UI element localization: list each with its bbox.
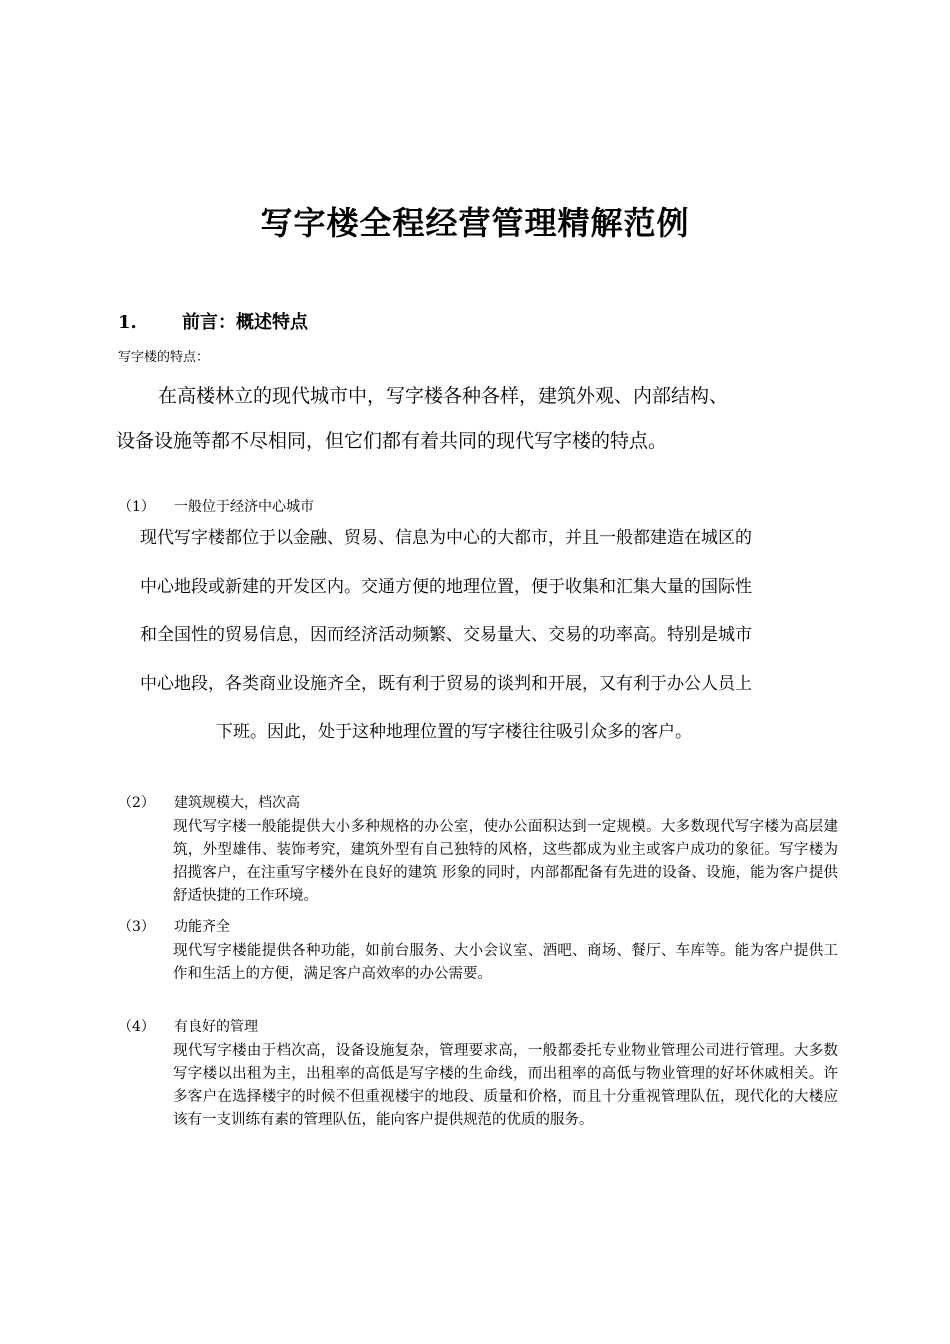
item-heading-4 [118,1016,258,1036]
item-title: 一般位于经济中心城市 [174,499,314,515]
item-heading-1 [118,496,314,516]
sub-label: 写字楼的特点： [118,350,210,365]
section-heading-text: 前言：概述特点 [182,312,308,333]
item-number: （2） [118,795,155,811]
item-number: （1） [118,499,155,515]
item-body-3 [173,940,838,986]
section-heading [118,308,308,334]
item-body-text: 现代写字楼由于档次高，设备设施复杂，管理要求高，一般都委托专业物业管理公司进行管理。大多数写字楼以出租为主，出租率的高低是写字楼的生命线，而出租率的高低与物业管理的好坏休戚相关。许多客户在选择楼宇的时候不但重视楼宇的地段、质量和价格，而且十分重视管理队伍，现代化的大楼应该有一支训练有素的管理队伍，能向客户提供规范的优质的服务。 [173,1043,838,1128]
item-body-line: 中心地段，各类商业设施齐全，既有利于贸易的谈判和开展，又有利于办公人员上 [140,673,752,694]
item-heading-3 [118,916,230,936]
item-number: （4） [118,1019,155,1035]
intro-line: 在高楼林立的现代城市中，写字楼各种各样，建筑外观、内部结构、 [158,385,729,407]
section-number: 1. [118,312,137,333]
item-body-text: 现代写字楼一般能提供大小多种规格的办公室，使办公面积达到一定规模。大多数现代写字楼为高层建筑，外型雄伟、装饰考究，建筑外型有自己独特的风格，这些都成为业主或客户成功的象征。写字楼为招揽客户，在注重写字楼外在良好的建筑 形象的同时，内部都配备有先进的设备、设施，能为客户提供舒适快捷的工作环境。 [173,819,838,904]
intro-line: 设备设施等都不尽相同，但它们都有着共同的现代写字楼的特点。 [116,430,668,452]
item-number: （3） [118,919,155,935]
item-title: 功能齐全 [174,919,230,935]
item-body-2 [173,816,838,908]
item-body-text: 现代写字楼能提供各种功能，如前台服务、大小会议室、酒吧、商场、餐厅、车库等。能为客户提供工作和生活上的方便，满足客户高效率的办公需要。 [173,943,838,982]
intro-paragraph [116,374,836,464]
item-body-line: 中心地段或新建的开发区内。交通方便的地理位置，便于收集和汇集大量的国际性 [140,576,752,597]
item-body-line: 和全国性的贸易信息，因而经济活动频繁、交易量大、交易的功率高。特别是城市 [140,625,752,646]
item-body-4 [173,1040,838,1132]
item-title: 建筑规模大，档次高 [174,795,300,811]
item-body-1 [140,514,840,757]
item-body-line: 现代写字楼都位于以金融、贸易、信息为中心的大都市，并且一般都建造在城区的 [140,528,752,548]
item-body-line: 下班。因此，处于这种地理位置的写字楼往往吸引众多的客户。 [216,722,692,743]
item-title: 有良好的管理 [174,1019,258,1035]
item-heading-2 [118,792,300,812]
document-title: 写字楼全程经营管理精解范例 [260,204,690,242]
